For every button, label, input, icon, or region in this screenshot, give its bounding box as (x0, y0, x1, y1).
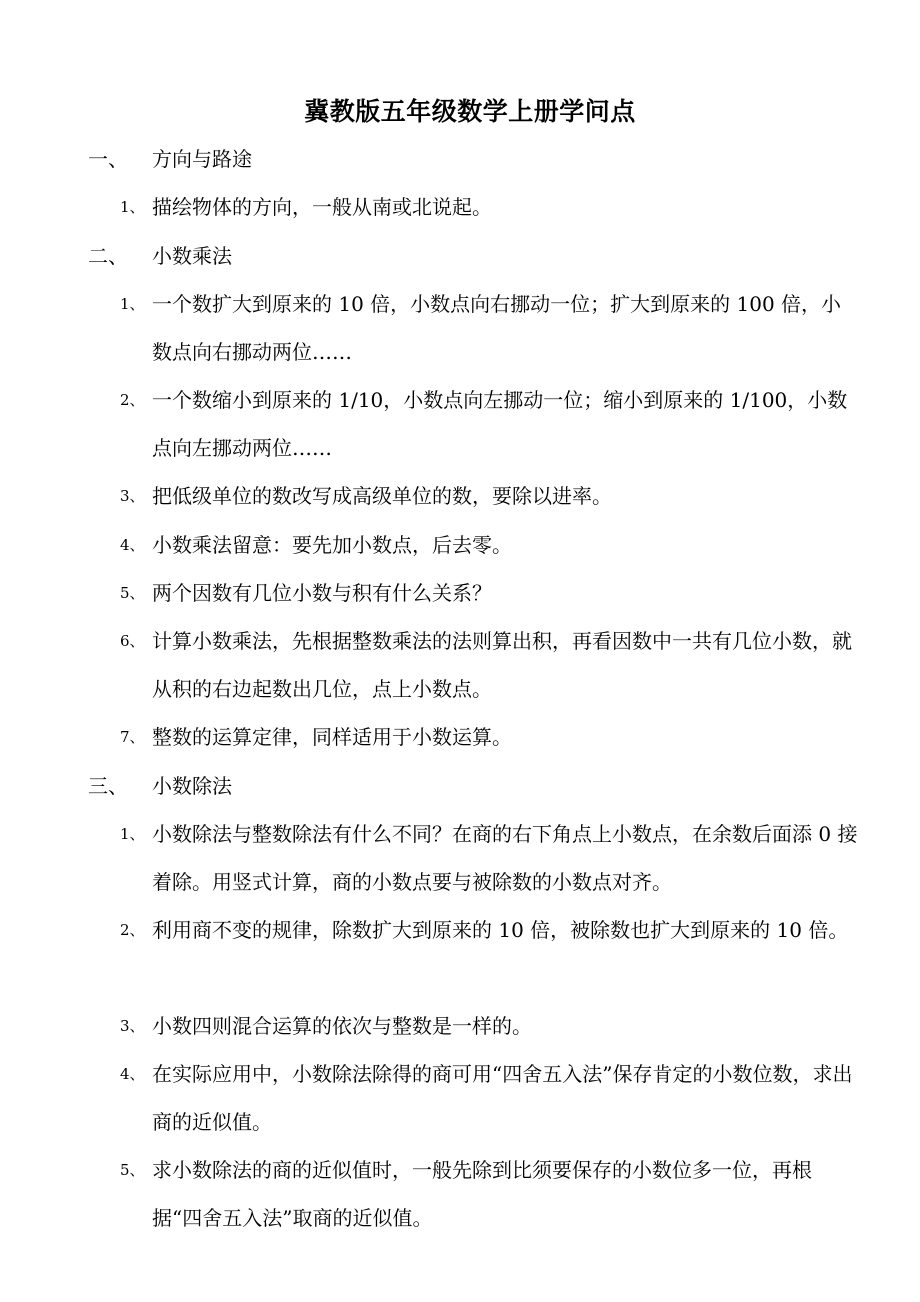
list-item (120, 569, 860, 617)
item-number: 5、 (120, 1161, 145, 1179)
section-heading (88, 772, 232, 800)
list-item (120, 521, 860, 569)
item-number: 1、 (120, 198, 145, 216)
page-title: 冀教版五年级数学上册学问点 (304, 97, 636, 126)
item-number: 1、 (120, 295, 145, 313)
item-number: 1、 (120, 825, 145, 843)
section-heading (88, 242, 232, 270)
item-text: 描绘物体的方向，一般从南或北说起。 (152, 195, 492, 219)
list-item (120, 906, 860, 954)
item-text: 小数乘法留意：要先加小数点，后去零。 (152, 533, 512, 557)
item-text: 求小数除法的商的近似值时，一般先除到比须要保存的小数位多一位，再根据“四舍五入法”取商的近似值。 (152, 1158, 812, 1230)
list-item (120, 183, 860, 231)
item-number: 7、 (120, 728, 145, 746)
item-text: 小数除法与整数除法有什么不同？在商的右下角点上小数点，在余数后面添 0 接着除。用竖式计算，商的小数点要与被除数的小数点对齐。 (152, 822, 858, 894)
list-item (120, 617, 860, 713)
list-item (120, 472, 860, 520)
item-text: 小数四则混合运算的依次与整数是一样的。 (152, 1014, 532, 1038)
list-item (120, 1050, 860, 1146)
list-item (120, 713, 860, 761)
list-item (120, 1146, 860, 1242)
section-number: 一、 (88, 147, 128, 171)
item-text: 利用商不变的规律，除数扩大到原来的 10 倍，被除数也扩大到原来的 10 倍。 (152, 918, 849, 942)
section-number: 二、 (88, 244, 128, 268)
item-text: 整数的运算定律，同样适用于小数运算。 (152, 725, 512, 749)
item-number: 3、 (120, 487, 145, 505)
item-number: 4、 (120, 1065, 145, 1083)
section-title: 小数乘法 (152, 244, 232, 268)
list-item (120, 280, 860, 376)
list-item (120, 810, 860, 906)
item-text: 一个数扩大到原来的 10 倍，小数点向右挪动一位；扩大到原来的 100 倍，小数点向右挪动两位…… (152, 292, 842, 364)
item-number: 4、 (120, 536, 145, 554)
item-text: 两个因数有几位小数与积有什么关系？ (152, 581, 492, 605)
list-item (120, 376, 860, 472)
section-heading (88, 145, 252, 173)
item-number: 3、 (120, 1017, 145, 1035)
item-number: 2、 (120, 391, 145, 409)
item-text: 在实际应用中，小数除法除得的商可用“四舍五入法”保存肯定的小数位数，求出商的近似值。 (152, 1062, 853, 1134)
item-number: 6、 (120, 632, 145, 650)
item-text: 把低级单位的数改写成高级单位的数，要除以进率。 (152, 484, 612, 508)
section-title: 方向与路途 (152, 147, 252, 171)
item-number: 5、 (120, 584, 145, 602)
section-number: 三、 (88, 774, 128, 798)
list-item (120, 1002, 860, 1050)
item-text: 一个数缩小到原来的 1/10，小数点向左挪动一位；缩小到原来的 1/100，小数点向左挪动两位…… (152, 388, 848, 460)
item-text: 计算小数乘法，先根据整数乘法的法则算出积，再看因数中一共有几位小数，就从积的右边起数出几位，点上小数点。 (152, 629, 852, 701)
item-number: 2、 (120, 921, 145, 939)
section-title: 小数除法 (152, 774, 232, 798)
